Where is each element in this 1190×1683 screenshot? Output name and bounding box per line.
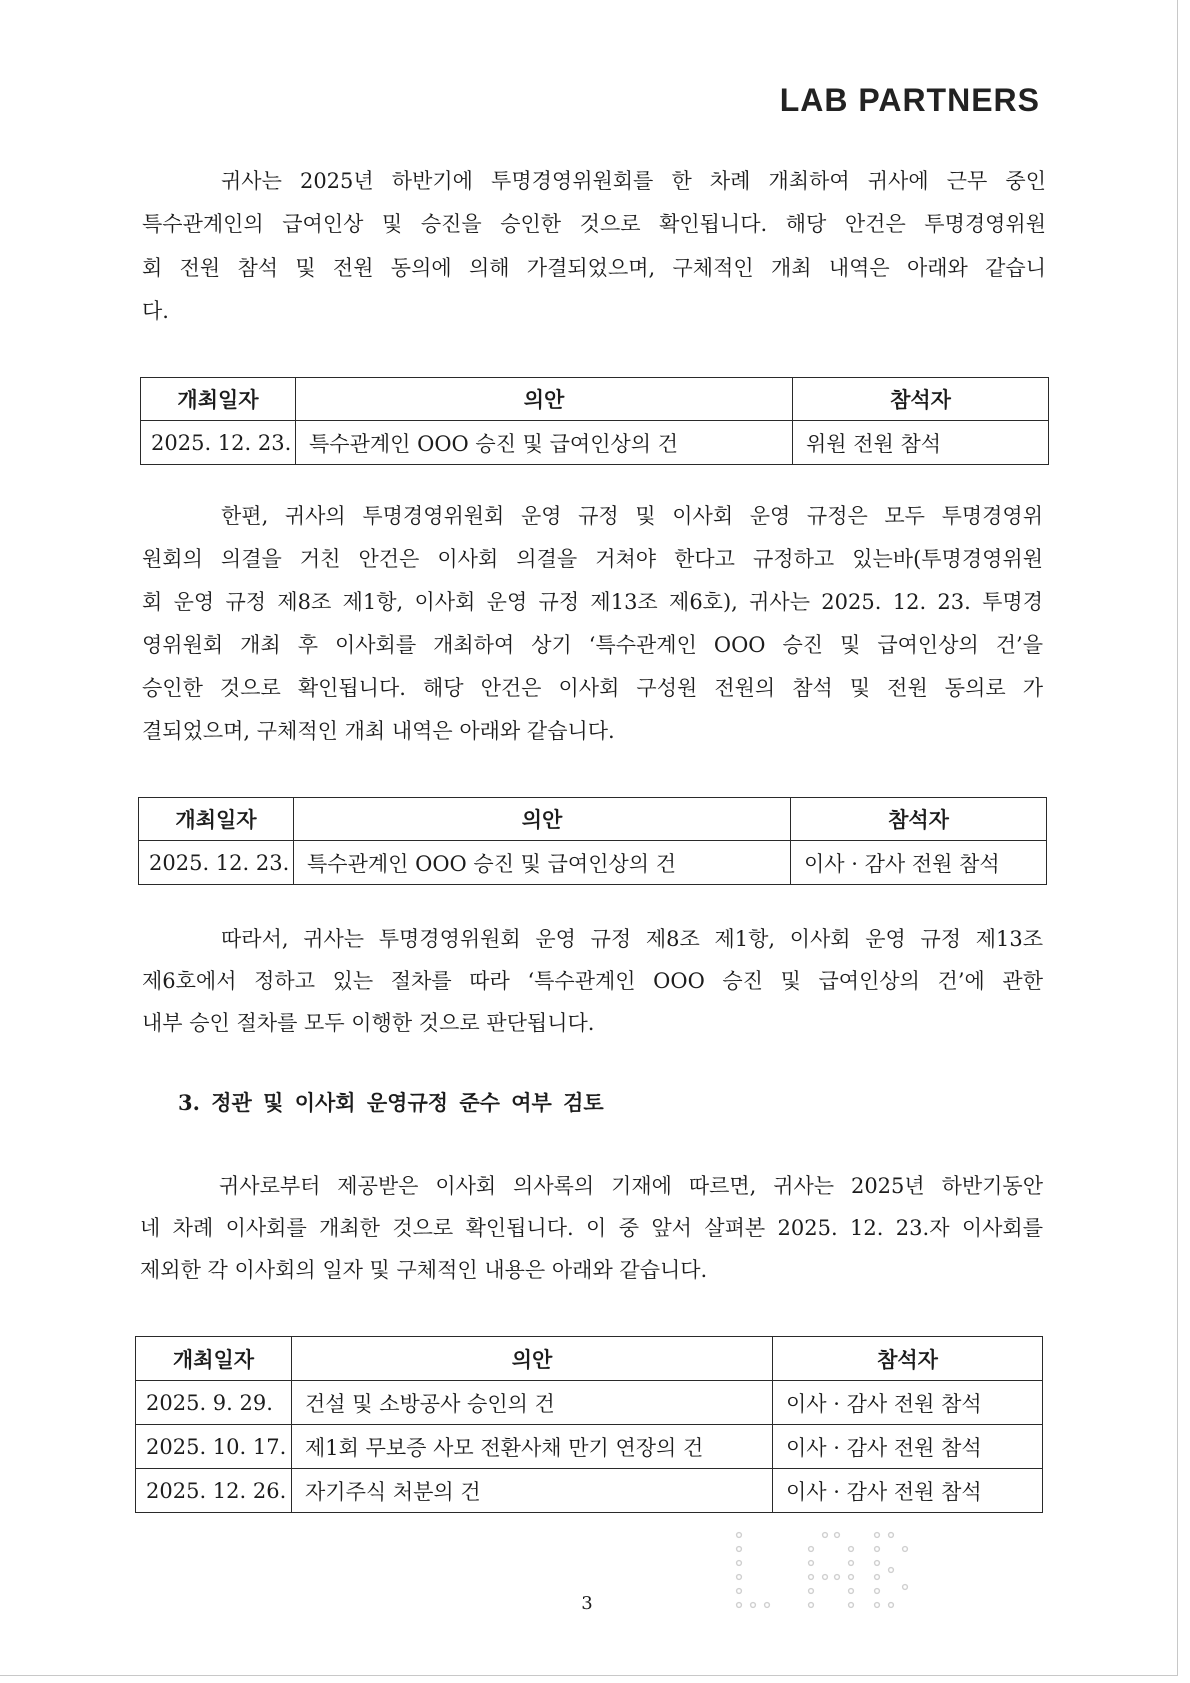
company-logo: LAB PARTNERS [779, 82, 1040, 118]
paragraph-line: 영위원회 개최 후 이사회를 개최하여 상기 ‘특수관계인 OOO 승진 및 급여인상의 건’을 [142, 633, 1043, 657]
table-row [136, 1469, 1043, 1513]
scan-edge-bottom [0, 1675, 1178, 1676]
table-cell-attendees: 이사 · 감사 전원 참석 [773, 1381, 1043, 1425]
table-header-date: 개최일자 [139, 798, 294, 841]
paragraph-line: 다. [142, 298, 169, 323]
table-header-row [139, 798, 1047, 841]
page-number: 3 [581, 1593, 593, 1614]
table-cell-date: 2025. 12. 23. [139, 841, 294, 885]
table-cell-date: 2025. 9. 29. [136, 1381, 292, 1425]
paragraph-line: 회 전원 참석 및 전원 동의에 의해 가결되었으며, 구체적인 개최 내역은 아래와 같습니 [142, 255, 1046, 280]
table-cell-agenda: 건설 및 소방공사 승인의 건 [292, 1381, 773, 1425]
table-header-attendees: 참석자 [773, 1337, 1043, 1381]
table-header-agenda: 의안 [294, 798, 791, 841]
intro-paragraph [142, 160, 1046, 333]
table-cell-date: 2025. 12. 23. [141, 421, 296, 465]
scan-edge-right [1177, 0, 1178, 1676]
paragraph-line: 원회의 의결을 거친 안건은 이사회 의결을 거쳐야 한다고 규정하고 있는바(투명경영위원 [142, 547, 1043, 571]
table-cell-date: 2025. 12. 26. [136, 1469, 292, 1513]
paragraph-line: 결되었으며, 구체적인 개최 내역은 아래와 같습니다. [142, 719, 615, 743]
paragraph-line: 제외한 각 이사회의 일자 및 구체적인 내용은 아래와 같습니다. [140, 1258, 708, 1282]
board-paragraph [142, 495, 1043, 753]
review-paragraph [140, 1165, 1043, 1291]
table-cell-agenda: 제1회 무보증 사모 전환사채 만기 연장의 건 [292, 1425, 773, 1469]
watermark-logo [733, 1527, 913, 1613]
paragraph-line: 한편, 귀사의 투명경영위원회 운영 규정 및 이사회 운영 규정은 모두 투명경영위 [221, 504, 1043, 528]
paragraph-line: 회 운영 규정 제8조 제1항, 이사회 운영 규정 제13조 제6호), 귀사는 2025. 12. 23. 투명경 [142, 590, 1043, 614]
table-cell-attendees: 이사 · 감사 전원 참석 [773, 1425, 1043, 1469]
table-row [139, 841, 1047, 885]
paragraph-line: 네 차례 이사회를 개최한 것으로 확인됩니다. 이 중 앞서 살펴본 2025. 12. 23.자 이사회를 [140, 1216, 1043, 1240]
paragraph-line: 특수관계인의 급여인상 및 승진을 승인한 것으로 확인됩니다. 해당 안건은 투명경영위원 [142, 212, 1046, 237]
paragraph-line: 제6호에서 정하고 있는 절차를 따라 ‘특수관계인 OOO 승진 및 급여인상의 건’에 관한 [142, 969, 1043, 993]
table-header-attendees: 참석자 [791, 798, 1047, 841]
table-row [136, 1381, 1043, 1425]
paragraph-line: 내부 승인 절차를 모두 이행한 것으로 판단됩니다. [142, 1011, 595, 1035]
table-cell-agenda: 특수관계인 OOO 승진 및 급여인상의 건 [294, 841, 791, 885]
committee-meeting-table [140, 377, 1049, 465]
table-cell-attendees: 이사 · 감사 전원 참석 [791, 841, 1047, 885]
table-header-agenda: 의안 [292, 1337, 773, 1381]
table-header-agenda: 의안 [296, 378, 793, 421]
table-header-row [141, 378, 1049, 421]
table-cell-attendees: 이사 · 감사 전원 참석 [773, 1469, 1043, 1513]
paragraph-line: 귀사로부터 제공받은 이사회 의사록의 기재에 따르면, 귀사는 2025년 하반기동안 [219, 1174, 1043, 1198]
table-cell-agenda: 자기주식 처분의 건 [292, 1469, 773, 1513]
table-row [136, 1425, 1043, 1469]
board-meetings-list-table [135, 1336, 1043, 1513]
paragraph-line: 따라서, 귀사는 투명경영위원회 운영 규정 제8조 제1항, 이사회 운영 규정 제13조 [221, 927, 1043, 951]
table-cell-agenda: 특수관계인 OOO 승진 및 급여인상의 건 [296, 421, 793, 465]
table-header-row [136, 1337, 1043, 1381]
table-header-date: 개최일자 [136, 1337, 292, 1381]
table-row [141, 421, 1049, 465]
board-meeting-table [138, 797, 1047, 885]
table-cell-date: 2025. 10. 17. [136, 1425, 292, 1469]
table-cell-attendees: 위원 전원 참석 [793, 421, 1049, 465]
paragraph-line: 승인한 것으로 확인됩니다. 해당 안건은 이사회 구성원 전원의 참석 및 전원 동의로 가 [142, 676, 1043, 700]
table-header-date: 개최일자 [141, 378, 296, 421]
conclusion-paragraph [142, 918, 1043, 1044]
paragraph-line: 귀사는 2025년 하반기에 투명경영위원회를 한 차례 개최하여 귀사에 근무 중인 [221, 169, 1046, 193]
section-heading: 3. 정관 및 이사회 운영규정 준수 여부 검토 [178, 1090, 604, 1115]
table-header-attendees: 참석자 [793, 378, 1049, 421]
